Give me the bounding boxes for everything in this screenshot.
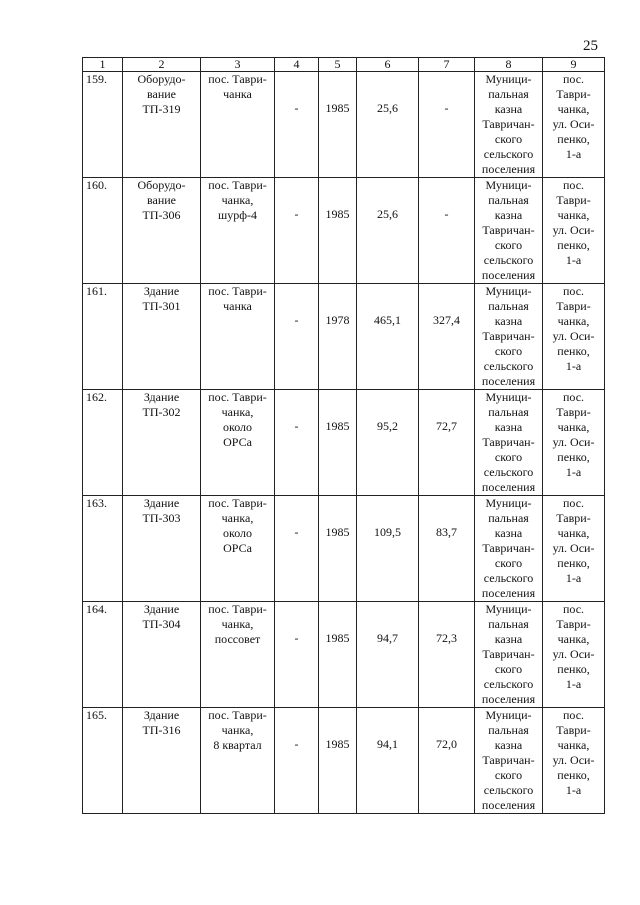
column-4-value (275, 496, 319, 602)
location (543, 72, 605, 178)
column-4-value (275, 284, 319, 390)
row-number (83, 178, 123, 284)
column-7-value (419, 178, 475, 284)
column-6-value (357, 178, 419, 284)
column-number: 2 (123, 58, 201, 72)
column-4-value (275, 602, 319, 708)
column-number: 5 (319, 58, 357, 72)
object-address-text: пос. Таври- чанка, шурф-4 (208, 178, 267, 222)
year-value (319, 390, 357, 496)
location-text: пос. Таври- чанка, ул. Оси- пенко, 1-а (552, 72, 595, 161)
year-value (319, 284, 357, 390)
column-6-text: 109,5 (374, 525, 401, 539)
column-4-value (275, 390, 319, 496)
column-6-text: 25,6 (377, 101, 398, 115)
column-4-text: - (294, 207, 299, 221)
column-7-value (419, 496, 475, 602)
location-text: пос. Таври- чанка, ул. Оси- пенко, 1-а (552, 708, 595, 797)
location-text: пос. Таври- чанка, ул. Оси- пенко, 1-а (552, 602, 595, 691)
column-4-value (275, 72, 319, 178)
object-address (201, 284, 275, 390)
owner-text: Муници- пальная казна Тавричан- ского сельского поселения (481, 72, 536, 176)
row-number-text: 160. (86, 178, 107, 192)
owner (475, 602, 543, 708)
year-text: 1985 (325, 419, 350, 433)
row-number (83, 72, 123, 178)
location (543, 390, 605, 496)
owner-text: Муници- пальная казна Тавричан- ского сельского поселения (481, 390, 536, 494)
owner (475, 708, 543, 814)
object-name (123, 602, 201, 708)
page-number: 25 (583, 38, 598, 54)
object-name-text: Здание ТП-302 (142, 390, 181, 419)
owner-text: Муници- пальная казна Тавричан- ского сельского поселения (481, 708, 536, 812)
location (543, 496, 605, 602)
object-name-text: Здание ТП-304 (142, 602, 181, 631)
location-text: пос. Таври- чанка, ул. Оси- пенко, 1-а (552, 496, 595, 585)
year-text: 1985 (325, 101, 350, 115)
row-number (83, 602, 123, 708)
location-text: пос. Таври- чанка, ул. Оси- пенко, 1-а (552, 390, 595, 479)
column-4-text: - (294, 101, 299, 115)
row-number-text: 163. (86, 496, 107, 510)
owner (475, 284, 543, 390)
column-4-text: - (294, 313, 299, 327)
owner-text: Муници- пальная казна Тавричан- ского сельского поселения (481, 496, 536, 600)
column-7-text: 72,0 (436, 737, 457, 751)
object-name (123, 72, 201, 178)
object-address (201, 496, 275, 602)
object-name-text: Здание ТП-303 (142, 496, 181, 525)
year-text: 1985 (325, 631, 350, 645)
object-address-text: пос. Таври- чанка, около ОРСа (208, 496, 267, 555)
object-address (201, 602, 275, 708)
column-7-text: 72,3 (436, 631, 457, 645)
column-number: 7 (419, 58, 475, 72)
year-value (319, 602, 357, 708)
owner-text: Муници- пальная казна Тавричан- ского сельского поселения (481, 284, 536, 388)
object-address-text: пос. Таври- чанка, поссовет (208, 602, 267, 646)
column-number: 9 (543, 58, 605, 72)
column-7-text: - (444, 207, 449, 221)
owner (475, 496, 543, 602)
column-number: 1 (83, 58, 123, 72)
owner (475, 72, 543, 178)
property-registry-table (82, 57, 605, 814)
column-6-value (357, 708, 419, 814)
column-number: 4 (275, 58, 319, 72)
table-row (83, 390, 605, 496)
column-7-text: 327,4 (433, 313, 460, 327)
location-text: пос. Таври- чанка, ул. Оси- пенко, 1-а (552, 284, 595, 373)
column-6-text: 465,1 (374, 313, 401, 327)
year-value (319, 178, 357, 284)
year-text: 1985 (325, 525, 350, 539)
object-name (123, 496, 201, 602)
table-row (83, 284, 605, 390)
owner (475, 178, 543, 284)
object-address (201, 708, 275, 814)
column-4-text: - (294, 631, 299, 645)
owner-text: Муници- пальная казна Тавричан- ского сельского поселения (481, 602, 536, 706)
owner-text: Муници- пальная казна Тавричан- ского сельского поселения (481, 178, 536, 282)
year-text: 1985 (325, 737, 350, 751)
object-address-text: пос. Таври- чанка, 8 квартал (208, 708, 267, 752)
row-number-text: 161. (86, 284, 107, 298)
row-number-text: 164. (86, 602, 107, 616)
owner (475, 390, 543, 496)
object-address (201, 178, 275, 284)
column-4-value (275, 178, 319, 284)
row-number-text: 165. (86, 708, 107, 722)
object-name-text: Здание ТП-301 (142, 284, 181, 313)
table-row (83, 496, 605, 602)
column-number: 3 (201, 58, 275, 72)
column-7-value (419, 72, 475, 178)
table-row (83, 602, 605, 708)
year-value (319, 708, 357, 814)
column-6-value (357, 602, 419, 708)
location-text: пос. Таври- чанка, ул. Оси- пенко, 1-а (552, 178, 595, 267)
column-6-value (357, 390, 419, 496)
location (543, 602, 605, 708)
row-number (83, 390, 123, 496)
object-address-text: пос. Таври- чанка (208, 72, 267, 101)
row-number-text: 159. (86, 72, 107, 86)
column-6-value (357, 72, 419, 178)
column-7-value (419, 390, 475, 496)
column-6-value (357, 284, 419, 390)
column-4-text: - (294, 737, 299, 751)
object-name (123, 390, 201, 496)
column-4-value (275, 708, 319, 814)
column-7-text: 83,7 (436, 525, 457, 539)
object-name-text: Оборудо- вание ТП-319 (137, 72, 186, 116)
object-address (201, 390, 275, 496)
column-4-text: - (294, 419, 299, 433)
column-7-value (419, 284, 475, 390)
object-address-text: пос. Таври- чанка (208, 284, 267, 313)
table-row (83, 708, 605, 814)
column-6-value (357, 496, 419, 602)
table-row (83, 72, 605, 178)
year-text: 1985 (325, 207, 350, 221)
column-6-text: 94,7 (377, 631, 398, 645)
column-4-text: - (294, 525, 299, 539)
location (543, 178, 605, 284)
object-address-text: пос. Таври- чанка, около ОРСа (208, 390, 267, 449)
column-number: 8 (475, 58, 543, 72)
row-number (83, 496, 123, 602)
location (543, 284, 605, 390)
year-value (319, 496, 357, 602)
year-text: 1978 (325, 313, 350, 327)
column-7-text: - (444, 101, 449, 115)
column-7-value (419, 602, 475, 708)
year-value (319, 72, 357, 178)
object-address (201, 72, 275, 178)
column-7-value (419, 708, 475, 814)
row-number (83, 284, 123, 390)
column-number: 6 (357, 58, 419, 72)
object-name (123, 284, 201, 390)
object-name (123, 178, 201, 284)
column-number-row (83, 58, 605, 72)
column-6-text: 25,6 (377, 207, 398, 221)
location (543, 708, 605, 814)
column-7-text: 72,7 (436, 419, 457, 433)
row-number-text: 162. (86, 390, 107, 404)
object-name-text: Здание ТП-316 (142, 708, 181, 737)
column-6-text: 95,2 (377, 419, 398, 433)
table-row (83, 178, 605, 284)
object-name-text: Оборудо- вание ТП-306 (137, 178, 186, 222)
object-name (123, 708, 201, 814)
row-number (83, 708, 123, 814)
column-6-text: 94,1 (377, 737, 398, 751)
